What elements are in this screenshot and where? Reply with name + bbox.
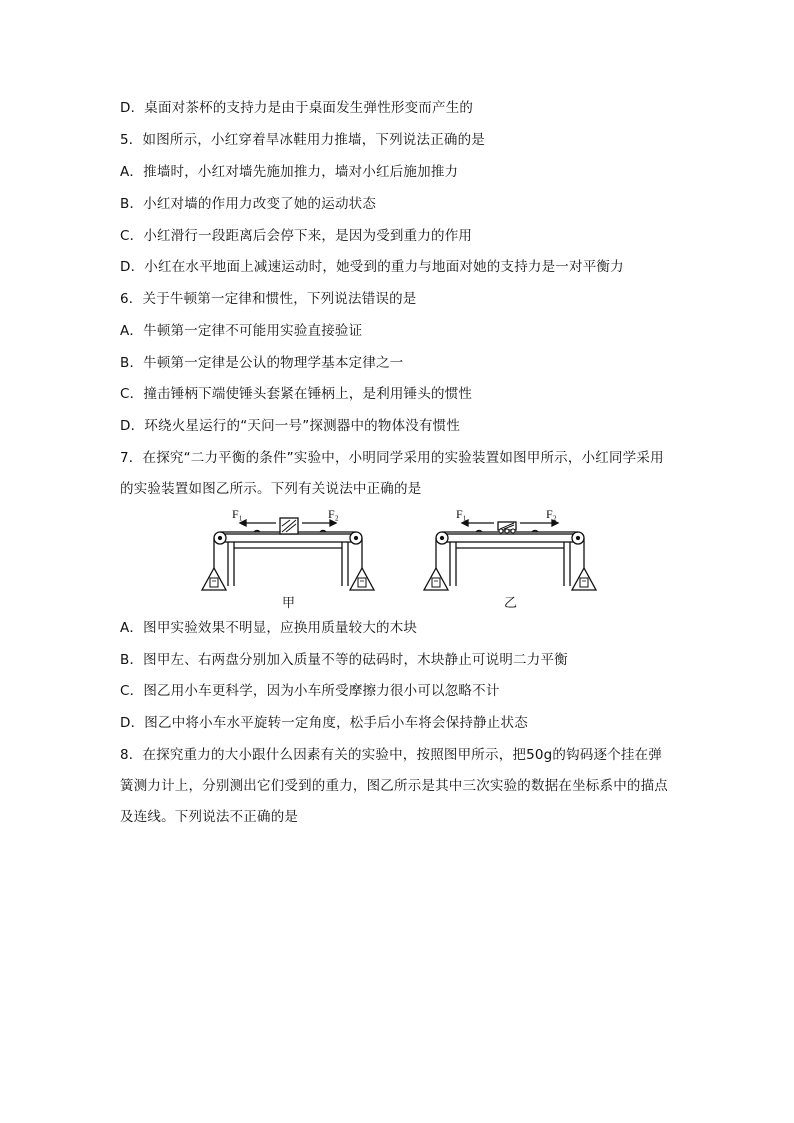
two-force-balance-figure	[198, 504, 598, 612]
jia-f1-label: F₁	[232, 507, 243, 521]
question-7-option-d: D．图乙中将小车水平旋转一定角度，松手后小车将会保持静止状态	[120, 715, 528, 731]
question-6-option-a: A．牛顿第一定律不可能用实验直接验证	[120, 323, 363, 339]
question-6-option-c: C．撞击锤柄下端使锤头套紧在锤柄上，是利用锤头的惯性	[120, 386, 473, 402]
question-4-option-d: D．桌面对茶杯的支持力是由于桌面发生弹性形变而产生的	[120, 100, 474, 116]
question-7-stem-line1: 7．在探究“二力平衡的条件”实验中，小明同学采用的实验装置如图甲所示，小红同学采用	[120, 450, 664, 466]
question-6-stem: 6．关于牛顿第一定律和惯性，下列说法错误的是	[120, 291, 417, 307]
yi-f2-label: F₂	[546, 507, 557, 521]
yi-caption: 乙	[504, 596, 518, 611]
question-7-stem-line2: 的实验装置如图乙所示。下列有关说法中正确的是	[120, 481, 422, 497]
question-5-stem: 5．如图所示，小红穿着旱冰鞋用力推墙，下列说法正确的是	[120, 132, 485, 148]
yi-f1-label: F₁	[456, 507, 467, 521]
question-6-option-d: D．环绕火星运行的“天问一号”探测器中的物体没有惯性	[120, 418, 461, 434]
question-5-option-d: D．小红在水平地面上减速运动时，她受到的重力与地面对她的支持力是一对平衡力	[120, 259, 624, 275]
question-8-stem-line1: 8．在探究重力的大小跟什么因素有关的实验中，按照图甲所示，把50g的钩码逐个挂在弹	[120, 747, 663, 763]
question-5-option-c: C．小红滑行一段距离后会停下来，是因为受到重力的作用	[120, 228, 473, 244]
jia-f2-label: F₂	[328, 507, 339, 521]
jia-caption: 甲	[282, 596, 296, 611]
question-6-option-b: B．牛顿第一定律是公认的物理学基本定律之一	[120, 355, 404, 371]
question-8-stem-line3: 及连线。下列说法不正确的是	[120, 809, 299, 825]
question-5-option-b: B．小红对墙的作用力改变了她的运动状态	[120, 196, 377, 212]
apparatus-jia	[202, 518, 374, 590]
question-8-stem-line2: 簧测力计上，分别测出它们受到的重力，图乙所示是其中三次实验的数据在坐标系中的描点	[120, 778, 668, 794]
apparatus-yi	[424, 520, 596, 590]
question-5-option-a: A．推墙时，小红对墙先施加推力，墙对小红后施加推力	[120, 164, 459, 180]
question-7-option-a: A．图甲实验效果不明显，应换用质量较大的木块	[120, 620, 418, 636]
question-7-option-b: B．图甲左、右两盘分别加入质量不等的砝码时，木块静止可说明二力平衡	[120, 652, 568, 668]
question-7-option-c: C．图乙用小车更科学，因为小车所受摩擦力很小可以忽略不计	[120, 683, 500, 699]
